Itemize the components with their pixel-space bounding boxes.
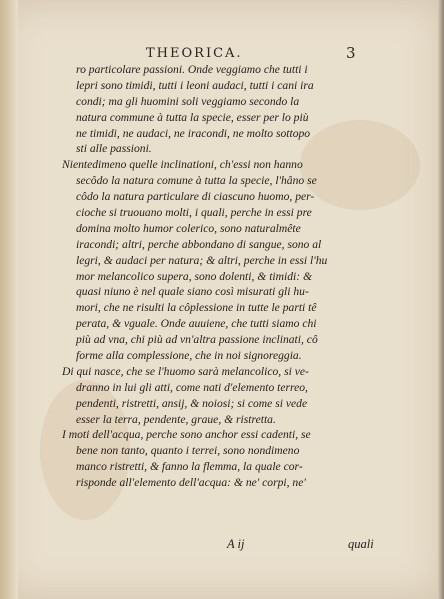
running-title: THEORICA. [146,46,243,61]
page-edge [438,0,444,599]
text-line: esser la terra, pendente, graue, & ristretta. [76,412,276,426]
text-line: bene non tanto, quanto i terrei, sono nondimeno [76,444,300,458]
text-line: natura commune à tutta la specie, esser per lo più [76,110,309,124]
text-line: perata, & vguale. Onde auuiene, che tutti siamo chi [76,317,317,331]
text-line: condi; ma gli huomini soli veggiamo secondo la [76,94,300,108]
text-line: cioche si truouano molti, i quali, perche in essi pre [76,206,312,220]
page-footer [0,537,444,553]
text-line: ro particolare passioni. Onde veggiamo che tutti i [76,63,308,76]
text-line: mor melancolico supera, sono dolenti, & timidi: & [76,269,313,283]
text-line: legri, & audaci per natura; & altri, perche in essi l'hu [76,253,328,267]
text-line: ne timidi, ne audaci, ne iracondi, ne molto sottopo [76,126,311,140]
catchword: quali [348,537,374,551]
text-line: dranno in lui gli atti, come nati d'elemento terreo, [76,380,308,394]
text-line: manco ristretti, & fanno la flemma, la quale cor- [76,460,303,474]
folio-number: 3 [346,44,356,62]
text-line: iracondi; altri, perche abbondano di sangue, sono al [76,237,322,251]
body-text [62,62,370,491]
text-line: forme alla complessione, che in noi signoreggia. [76,349,302,363]
paragraph-start: Nientedimeno quelle inclinationi, ch'essi non hanno [62,158,303,172]
page-gutter [0,0,18,599]
text-line: côdo la natura particulare di ciascuno huomo, per- [76,190,315,204]
text-line: lepri sono timidi, tutti i leoni audaci, tutti i cani ira [76,78,314,92]
text-line: sti alle passioni. [76,142,152,156]
paragraph-start: Di qui nasce, che se l'huomo sarà melancolico, si ve- [62,364,309,378]
page-header [0,46,444,62]
signature-mark: A ij [227,537,245,551]
text-line: quasi niuno è nel quale siano così misurati gli hu- [76,285,309,299]
text-line: risponde all'elemento dell'acqua: & ne' corpi, ne' [76,476,306,490]
text-line: mori, che ne risulti la côplessione in tutte le parti tê [76,301,317,315]
text-line: domina molto humor colerico, sono naturalmête [76,221,301,235]
text-line: più ad vna, chi più ad vn'altra passione inclinati, cô [76,333,318,347]
text-line: secôdo la natura comune à tutta la specie, l'hâno se [76,174,317,188]
text-line: pendenti, ristretti, ansij, & noiosi; si come si vede [76,396,308,410]
paragraph-start: I moti dell'acqua, perche sono anchor essi cadenti, se [62,428,311,442]
